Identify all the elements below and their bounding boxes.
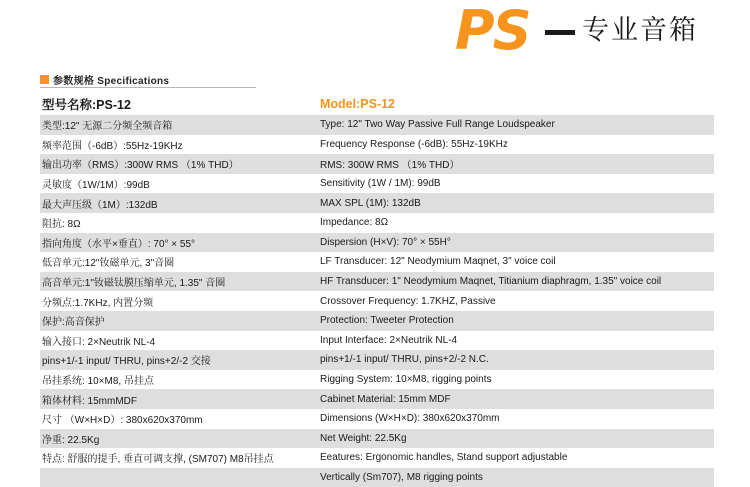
spec-row [40,409,714,429]
spec-label-en: Dimensions (W×H×D): 380x620x370mm [320,413,500,425]
spec-label-cn: 指向角度（水平×垂直）: 70° × 55° [42,238,196,250]
spec-label-en: Eeatures: Ergonomic handles, Stand support adjustable [320,452,568,464]
spec-row [40,468,714,487]
spec-row [40,331,714,351]
spec-label-cn: 类型:12" 无源二分频全频音箱 [42,121,173,133]
spec-label-en: Net Weight: 22.5Kg [320,432,407,444]
brand-logo: PS [455,0,530,62]
spec-label-en: Sensitivity (1W / 1M): 99dB [320,178,441,190]
spec-label-en: Crossover Frequency: 1.7KHZ, Passive [320,295,496,307]
spec-table [40,93,714,487]
section-marker-icon [40,75,49,84]
spec-label-cn: 保护:高音保护 [42,317,105,329]
spec-row [40,193,714,213]
section-title: 参数规格 Specifications [53,75,170,87]
spec-row [40,370,714,390]
spec-label-en: HF Transducer: 1" Neodymium Maqnet, Titianium diaphragm, 1.35" voice coil [320,276,662,288]
brand-dash [545,30,575,35]
spec-row [40,213,714,233]
spec-label-cn: 低音单元:12"钕磁单元, 3"音圈 [42,258,175,270]
spec-label-en: Type: 12" Two Way Passive Full Range Loudspeaker [320,119,555,131]
spec-row [40,350,714,370]
spec-row [40,311,714,331]
spec-row [40,154,714,174]
spec-label-cn: 灵敏度（1W/1M）:99dB [42,180,150,192]
spec-label-en: Rigging System: 10×M8, rigging points [320,374,492,386]
spec-row [40,448,714,468]
spec-row [40,429,714,449]
spec-row [40,233,714,253]
spec-row [40,252,714,272]
spec-label-en: RMS: 300W RMS （1% THD） [320,160,460,172]
spec-label-cn: 频率范围（-6dB）:55Hz-19KHz [42,140,183,152]
spec-label-cn: 特点: 舒服的提手, 垂直可调支撑, (SM707) M8吊挂点 [42,454,274,466]
spec-table-header [40,93,714,115]
spec-label-en: Impedance: 8Ω [320,217,389,229]
spec-label-en: Frequency Response (-6dB): 55Hz-19KHz [320,138,508,150]
spec-row [40,174,714,194]
spec-row [40,291,714,311]
section-header [40,72,169,86]
model-name-cn: 型号名称:PS-12 [42,98,131,112]
spec-label-cn: 输入接口: 2×Neutrik NL-4 [42,336,156,348]
model-name-en: Model:PS-12 [320,97,396,111]
spec-row [40,272,714,292]
spec-label-en: Cabinet Material: 15mm MDF [320,393,451,405]
spec-label-en: Dispersion (H×V): 70° × 55H° [320,236,451,248]
page-header [0,0,750,62]
spec-label-cn: 箱体材料: 15mmMDF [42,395,137,407]
spec-label-cn: 尺寸 （W×H×D）: 380x620x370mm [42,415,203,427]
spec-row [40,115,714,135]
spec-label-cn: 高音单元:1"钕磁钛膜压缩单元, 1.35" 音圈 [42,278,226,290]
spec-label-en: MAX SPL (1M): 132dB [320,197,421,209]
brand-subtitle: 专业音箱 [582,15,698,46]
section-divider [40,87,256,88]
spec-label-cn: pins+1/-1 input/ THRU, pins+2/-2 交接 [42,356,211,368]
spec-label-cn: 吊挂系统: 10×M8, 吊挂点 [42,376,154,388]
spec-row [40,389,714,409]
spec-label-en: Protection: Tweeter Protection [320,315,454,327]
spec-label-en: pins+1/-1 input/ THRU, pins+2/-2 N.C. [320,354,489,366]
spec-label-en: LF Transducer: 12" Neodymium Maqnet, 3" voice coil [320,256,556,268]
spec-label-cn: 净重: 22.5Kg [42,434,100,446]
spec-row [40,135,714,155]
spec-label-cn: 分频点:1.7KHz, 内置分频 [42,297,154,309]
spec-label-cn: 阻抗: 8Ω [42,219,81,231]
spec-label-cn: 输出功率（RMS）:300W RMS （1% THD） [42,160,239,172]
spec-label-cn: 最大声压级（1M）:132dB [42,199,158,211]
spec-label-en: Vertically (Sm707), M8 rigging points [320,471,483,483]
spec-label-en: Input Interface: 2×Neutrik NL-4 [320,334,458,346]
